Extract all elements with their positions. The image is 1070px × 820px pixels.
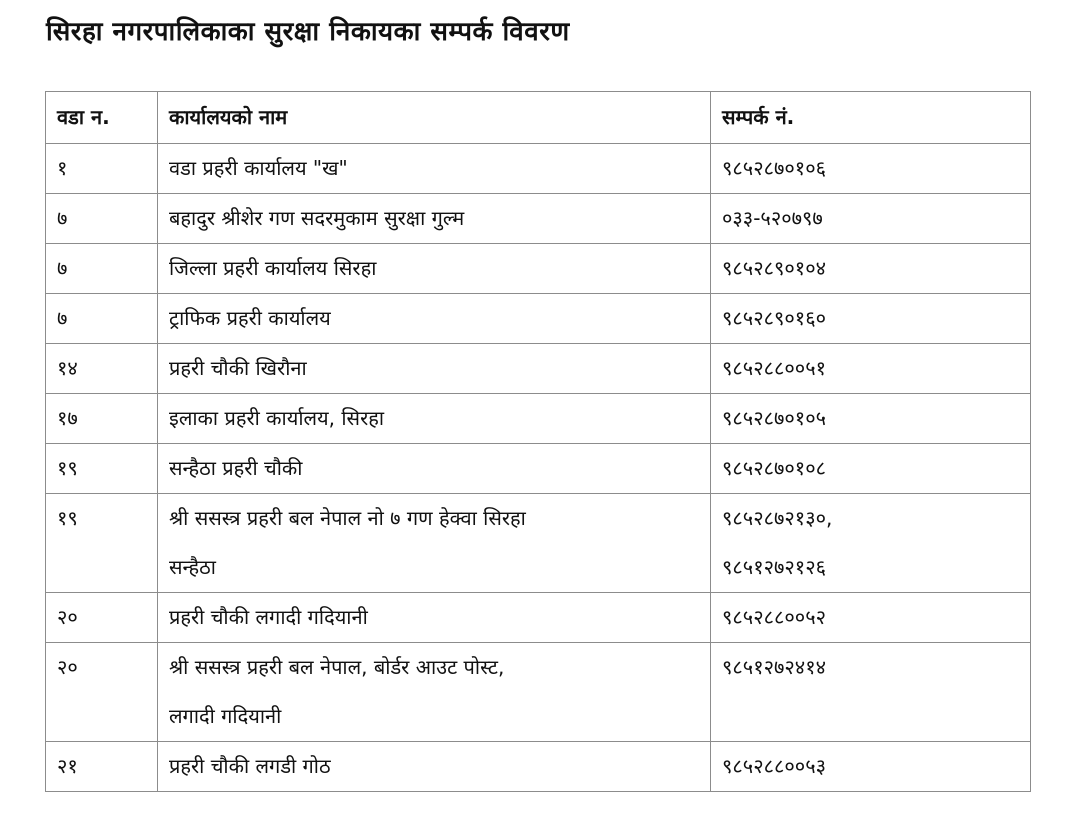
contact-number-line: ०३३-५२०७९७ [722, 206, 823, 230]
ward-number-cell: ७ [46, 294, 158, 344]
contact-number-line: ९८५२८९०१६० [722, 306, 826, 330]
contact-number-line: ९८५२८७२१३०, [722, 506, 833, 530]
table-row [46, 294, 1031, 344]
contact-number-cell [711, 294, 1031, 344]
office-name-line: सन्हैठा प्रहरी चौकी [169, 456, 303, 480]
security-contacts-table [45, 91, 1031, 792]
office-name-cell [158, 194, 711, 244]
office-name-cell [158, 593, 711, 643]
office-name-line: श्री ससस्त्र प्रहरी बल नेपाल, बोर्डर आउट पोस्ट, [169, 655, 505, 679]
contact-number-line: ९८५२८८००५३ [722, 754, 826, 778]
header-row [46, 92, 1031, 144]
table-body [46, 144, 1031, 792]
table-row [46, 244, 1031, 294]
table-row [46, 344, 1031, 394]
table-header [46, 92, 1031, 144]
ward-number-cell: २० [46, 593, 158, 643]
contact-number-cell [711, 444, 1031, 494]
contact-number-line: ९८५१२७२१२६ [722, 555, 826, 579]
contact-number-cell [711, 593, 1031, 643]
contact-number-cell [711, 394, 1031, 444]
contact-number-cell [711, 194, 1031, 244]
office-name-cell [158, 494, 711, 593]
office-name-cell [158, 394, 711, 444]
contact-number-cell [711, 494, 1031, 593]
table-row [46, 643, 1031, 742]
office-name-cell [158, 344, 711, 394]
ward-number-cell: १ [46, 144, 158, 194]
ward-number-cell: २० [46, 643, 158, 742]
table-row [46, 444, 1031, 494]
contact-number-cell [711, 244, 1031, 294]
office-name-line: इलाका प्रहरी कार्यालय, सिरहा [169, 406, 385, 430]
ward-number-cell: १४ [46, 344, 158, 394]
contact-number-cell [711, 144, 1031, 194]
contact-number-line: ९८५२८८००५२ [722, 605, 826, 629]
office-name-cell [158, 244, 711, 294]
office-name-cell [158, 742, 711, 792]
office-name-line: श्री ससस्त्र प्रहरी बल नेपाल नो ७ गण हेक्वा सिरहा [169, 506, 526, 530]
contact-number-line: ९८५२८८००५१ [722, 356, 826, 380]
ward-number-cell: ७ [46, 244, 158, 294]
office-name-cell [158, 294, 711, 344]
office-name-cell [158, 643, 711, 742]
office-name-line: लगादी गदियानी [169, 704, 282, 728]
table-row [46, 742, 1031, 792]
office-name-line: बहादुर श्रीशेर गण सदरमुकाम सुरक्षा गुल्म [169, 206, 465, 230]
table-row [46, 194, 1031, 244]
contact-number-line: ९८५२८७०१०६ [722, 156, 826, 180]
table-row [46, 494, 1031, 593]
table-row [46, 593, 1031, 643]
ward-number-cell: १९ [46, 444, 158, 494]
table-row [46, 394, 1031, 444]
contact-number-line: ९८५२८९०१०४ [722, 256, 826, 280]
office-name-line: ट्राफिक प्रहरी कार्यालय [169, 306, 331, 330]
page-title: सिरहा नगरपालिकाका सुरक्षा निकायका सम्पर्क विवरण [46, 17, 570, 47]
office-name-line: सन्हैठा [169, 555, 216, 579]
contact-number-line: ९८५२८७०१०५ [722, 406, 826, 430]
contact-number-cell [711, 643, 1031, 742]
contact-number-line: ९८५२८७०१०८ [722, 456, 826, 480]
office-name-line: जिल्ला प्रहरी कार्यालय सिरहा [169, 256, 377, 280]
office-name-line: वडा प्रहरी कार्यालय "ख" [169, 156, 348, 180]
contact-number-column-header: सम्पर्क नं. [711, 92, 1031, 144]
ward-column-header: वडा न. [46, 92, 158, 144]
ward-number-cell: १९ [46, 494, 158, 593]
ward-number-cell: १७ [46, 394, 158, 444]
office-name-cell [158, 444, 711, 494]
office-name-cell [158, 144, 711, 194]
office-name-column-header: कार्यालयको नाम [158, 92, 711, 144]
office-name-line: प्रहरी चौकी लगादी गदियानी [169, 605, 368, 629]
office-name-line: प्रहरी चौकी खिरौना [169, 356, 307, 380]
contact-number-cell [711, 344, 1031, 394]
contact-number-cell [711, 742, 1031, 792]
ward-number-cell: ७ [46, 194, 158, 244]
office-name-line: प्रहरी चौकी लगडी गोठ [169, 754, 331, 778]
contact-number-line: ९८५१२७२४१४ [722, 655, 826, 679]
ward-number-cell: २१ [46, 742, 158, 792]
table-row [46, 144, 1031, 194]
